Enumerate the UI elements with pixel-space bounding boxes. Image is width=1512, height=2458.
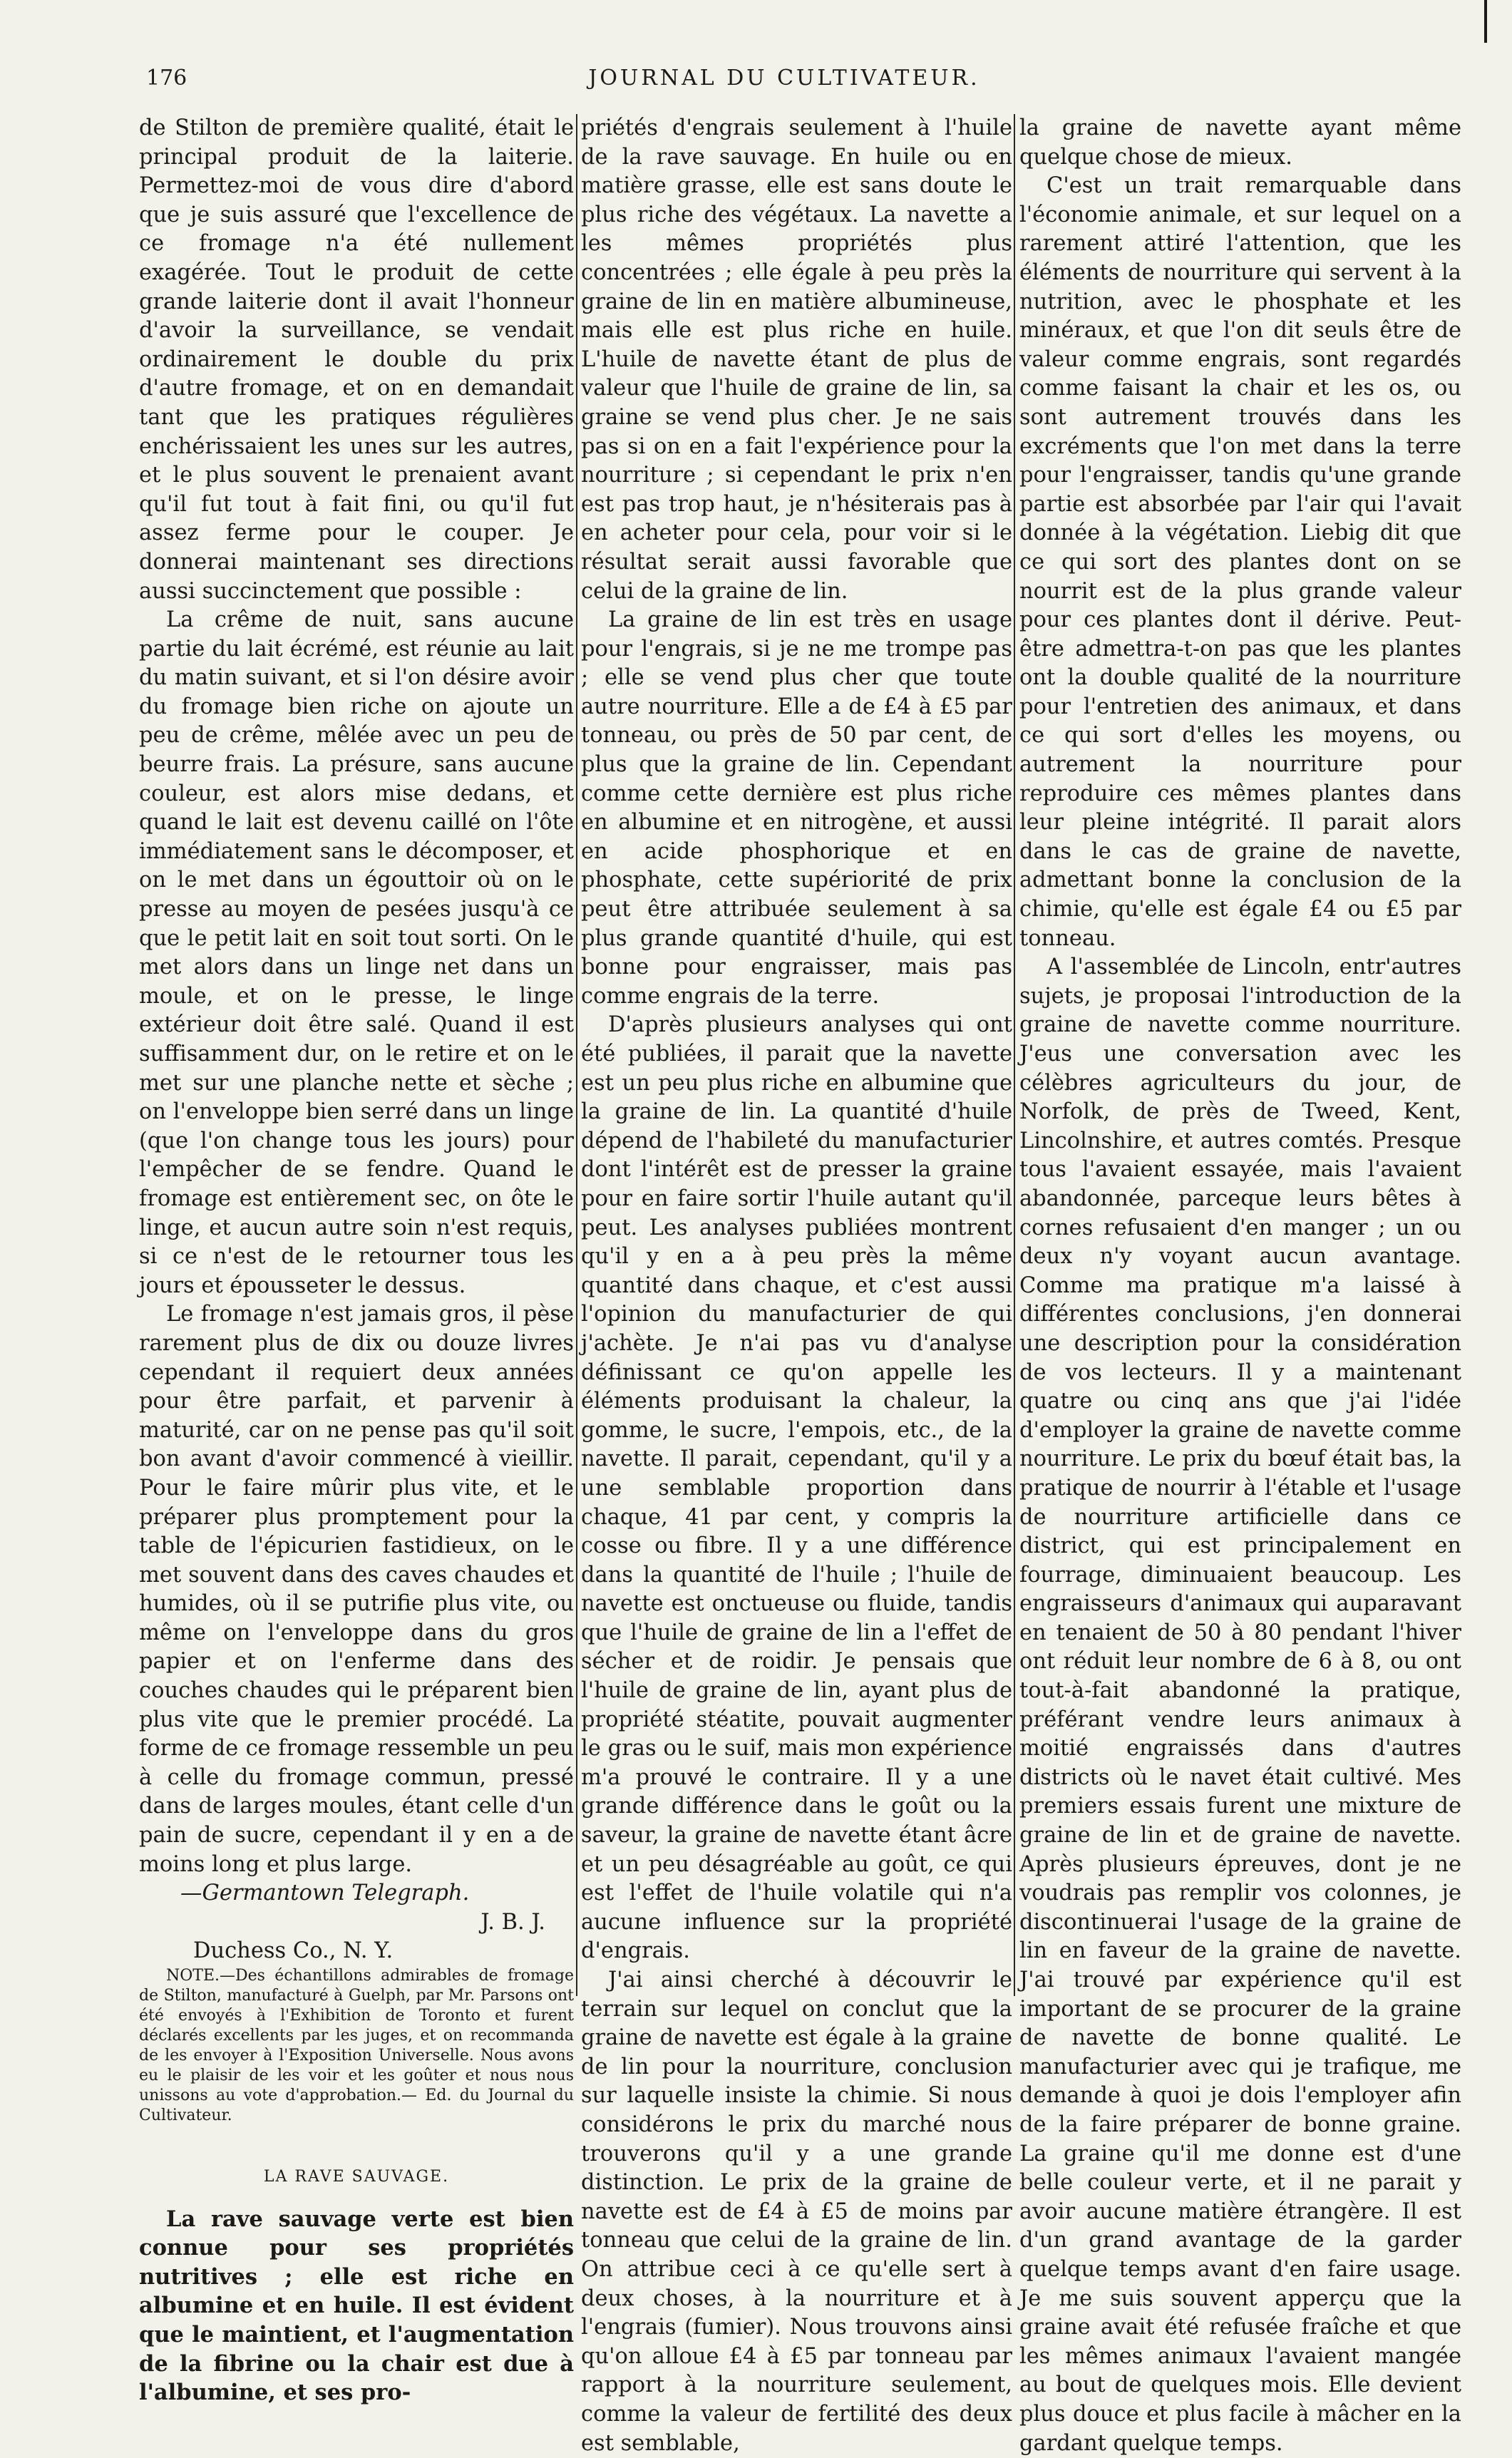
paragraph: La rave sauvage verte est bien connue pour ses propriétés nutritives ; elle est riche en albumine et en huile. Il est évident que le maintient, et l'augmentation de la fibrine ou la chair est due à l'albumine, et ses pro-	[139, 2206, 574, 2406]
paragraph: A l'assemblée de Lincoln, entr'autres sujets, je proposai l'introduction de la graine de navette comme nourriture. J'eus une conversation avec les célèbres agriculteurs du jour, de Norfolk, de près de Tweed, Kent, Lincolnshire, et autres comtés. Presque tous l'avaient essayée, mais l'avaient abandonnée, parceque leurs bêtes à cornes refusaient d'en manger ; un ou deux n'y voyant aucun avantage. Comme ma pratique m'a laissé à différentes conclusions, j'en donnerai une description pour la considération de vos lecteurs. Il y a maintenant quatre ou cinq ans que j'ai l'idée d'employer la graine de navette comme nourriture. Le prix du bœuf était bas, la pratique de nourrir à l'étable et l'usage de nourriture artificielle dans ce district, qui est principalement en fourrage, diminuaient beaucoup. Les engraisseurs d'animaux qui auparavant en tenaient de 50 à 80 pendant l'hiver ont réduit leur nombre de 6 à 8, ou ont tout-à-fait abandonné la pratique, préférant vendre leurs animaux à moitié engraissés dans d'autres districts où le navet était cultivé. Mes premiers essais furent une mixture de graine de lin et de graine de navette. Après plusieurs épreuves, dont je ne voudrais pas remplir vos colonnes, je discontinuerai l'usage de la graine de lin en faveur de la graine de navette. J'ai trouvé par expérience qu'il est important de se procurer de la graine de navette de bonne qualité. Le manufacturier avec qui je trafique, me demande à quoi je dois l'employer afin de la faire préparer de bonne graine. La graine qu'il me donne est d'une belle couleur verte, et il ne parait y avoir aucune matière étrangère. Il est d'un grand avantage de la garder quelque temps avant d'en faire usage. Je me suis souvent apperçu que la graine avait été refusée fraîche et que les mêmes animaux l'avaient mangée au bout de quelques mois. Elle devient plus douce et plus facile à mâcher en la gardant quelque temps.	[1019, 955, 1461, 2456]
paragraph: priétés d'engrais seulement à l'huile de la rave sauvage. En huile ou en matière grasse, elle est sans doute le plus riche des végétaux. La navette a les mêmes propriétés plus concentrées ; elle égale à peu près la graine de lin en matière albumineuse, mais elle est plus riche en huile. L'huile de navette étant de plus de valeur que l'huile de graine de lin, sa graine se vend plus cher. Je ne sais pas si on en a fait l'expérience pour la nourriture ; si cependant le prix n'en est pas trop haut, je n'hésiterais pas à en acheter pour cela, pour voir si le résultat serait aussi favorable que celui de la graine de lin.	[581, 115, 1012, 604]
paragraph: C'est un trait remarquable dans l'économie animale, et sur lequel on a rarement attiré l'attention, que les éléments de nourriture qui servent à la nutrition, avec le phosphate et les minéraux, et que l'on dit seuls être de valeur comme engrais, sont regardés comme faisant la chair et les os, ou sont autrement trouvés dans les excréments que l'on met dans la terre pour l'engraisser, tandis qu'une grande partie est absorbée par l'air qui l'avait donnée à la végétation. Liebig dit que ce qui sort des plantes dont on se nourrit est de la plus grande valeur pour ces plantes dont il dérive. Peut-être admettra-t-on pas que les plantes ont la double qualité de la nourriture pour l'entretien des animaux, et dans ce qui sort d'elles les moyens, ou autrement la nourriture pour reproduire ces mêmes plantes dans leur pleine intégrité. Il parait alors dans le cas de graine de navette, admettant bonne la conclusion de la chimie, qu'elle est égale £4 ou £5 par tonneau.	[1019, 173, 1461, 951]
column-rule-right	[1014, 114, 1015, 1996]
paragraph: D'après plusieurs analyses qui ont été publiées, il parait que la navette est un peu plus riche en albumine que la graine de lin. La quantité d'huile dépend de l'habileté du manufacturier dont l'intérêt est de presser la graine pour en faire sortir l'huile autant qu'il peut. Les analyses publiées montrent qu'il y en a à peu près la même quantité dans chaque, et c'est aussi l'opinion du manufacturier de qui j'achète. Je n'ai pas vu d'analyse définissant ce qu'on appelle les éléments produisant la chaleur, la gomme, le sucre, l'empois, etc., de la navette. Il parait, cependant, qu'il y a une semblable proportion dans chaque, 41 par cent, y compris la cosse ou fibre. Il y a une différence dans la quantité de l'huile ; l'huile de navette est onctueuse ou fluide, tandis que l'huile de graine de lin a l'effet de sécher et de roidir. Je pensais que l'huile de graine de lin, ayant plus de propriété stéatite, pouvait augmenter le gras ou le suif, mais mon expérience m'a prouvé le contraire. Il y a une grande différence dans le goût ou la saveur, la graine de navette étant âcre et un peu désagréable au goût, ce qui est l'effet de l'huile volatile qui n'a aucune influence sur la propriété d'engrais.	[581, 1012, 1012, 1964]
signature: J. B. J.	[480, 1909, 545, 1935]
column-1	[139, 114, 574, 2406]
column-3	[1019, 114, 1461, 2456]
paragraph: la graine de navette ayant même quelque chose de mieux.	[1019, 115, 1461, 170]
place-line: Duchess Co., N. Y.	[193, 1938, 394, 1964]
running-title: JOURNAL DU CULTIVATEUR.	[588, 66, 980, 91]
column-rule-left	[576, 114, 577, 1996]
page-edge-mark	[1484, 0, 1487, 43]
column-2	[581, 114, 1012, 2456]
paragraph: de Stilton de première qualité, était le principal produit de la laiterie. Permettez-moi de vous dire d'abord que je suis assuré que l'excellence de ce fromage n'a été nullement exagérée. Tout le produit de cette grande laiterie dont il avait l'honneur d'avoir la surveillance, se vendait ordinairement le double du prix d'autre fromage, et on en demandait tant que les pratiques régulières enchérissaient les unes sur les autres, et le plus souvent le prenaient avant qu'il fut tout à fait fini, ou qu'il fut assez ferme pour le couper. Je donnerai maintenant ses directions aussi succinctement que possible :	[139, 115, 574, 604]
editor-note: NOTE.—Des échantillons admirables de fromage de Stilton, manufacturé à Guelph, par Mr. Parsons ont été envoyés à l'Exhibition de Toronto et furent déclarés excellents par les juges, et on recommanda de les envoyer à l'Exposition Universelle. Nous avons eu le plaisir de les voir et les goûter et nous nous unissons au vote d'approbation.— Ed. du Journal du Cultivateur.	[139, 1967, 574, 2124]
page-number: 176	[146, 66, 187, 91]
paragraph: La crême de nuit, sans aucune partie du lait écrémé, est réunie au lait du matin suivant, et si l'on désire avoir du fromage bien riche on ajoute un peu de crême, mêlée avec un peu de beurre frais. La présure, sans aucune couleur, est alors mise dedans, et quand le lait est devenu caillé on l'ôte immédiatement sans le décomposer, et on le met dans un égouttoir où on le presse au moyen de pesées jusqu'à ce que le petit lait en soit tout sorti. On le met alors dans un linge net dans un moule, et on le presse, le linge extérieur doit être salé. Quand il est suffisamment dur, on le retire et on le met sur une planche nette et sèche ; on l'enveloppe bien serré dans un linge (que l'on change tous les jours) pour l'empêcher de se fendre. Quand le fromage est entièrement sec, on ôte le linge, et aucun autre soin n'est requis, si ce n'est de le retourner tous les jours et épousseter le dessus.	[139, 607, 574, 1298]
section-heading: LA RAVE SAUVAGE.	[263, 2168, 450, 2186]
paragraph: Le fromage n'est jamais gros, il pèse rarement plus de dix ou douze livres cependant il requiert deux années pour être parfait, et parvenir à maturité, car on ne pense pas qu'il soit bon avant d'avoir commencé à vieillir. Pour le faire mûrir plus vite, et le préparer plus promptement pour la table de l'épicurien fastidieux, on le met souvent dans des caves chaudes et humides, où il se putrifie plus vite, ou même on l'enveloppe dans du gros papier et on l'enferme dans des couches chaudes qui le préparent bien plus vite que le premier procédé. La forme de ce fromage ressemble un peu à celle du fromage commun, pressé dans de larges moules, étant celle d'un pain de sucre, cependant il y en a de moins long et plus large.	[139, 1302, 574, 1877]
source-credit: —Germantown Telegraph.	[180, 1881, 470, 1906]
paragraph: La graine de lin est très en usage pour l'engrais, si je ne me trompe pas ; elle se vend plus cher que toute autre nourriture. Elle a de £4 à £5 par tonneau, ou près de 50 par cent, de plus que la graine de lin. Cependant comme cette dernière est plus riche en albumine et en nitrogène, et aussi en acide phosphorique et en phosphate, cette supériorité de prix peut être attribuée seulement à sa plus grande quantité d'huile, qui est bonne pour engraisser, mais pas comme engrais de la terre.	[581, 607, 1012, 1009]
paragraph: J'ai ainsi cherché à découvrir le terrain sur lequel on conclut que la graine de navette est égale à la graine de lin pour la nourriture, conclusion sur laquelle insiste la chimie. Si nous considérons le prix du marché nous trouverons qu'il y a une grande distinction. Le prix de la graine de navette est de £4 à £5 de moins par tonneau que celui de la graine de lin. On attribue ceci à ce qu'elle sert à deux choses, à la nourriture et à l'engrais (fumier). Nous trouvons ainsi qu'on alloue £4 à £5 par tonneau par rapport à la nourriture seulement, comme la valeur de fertilité des deux est semblable,	[581, 1968, 1012, 2456]
